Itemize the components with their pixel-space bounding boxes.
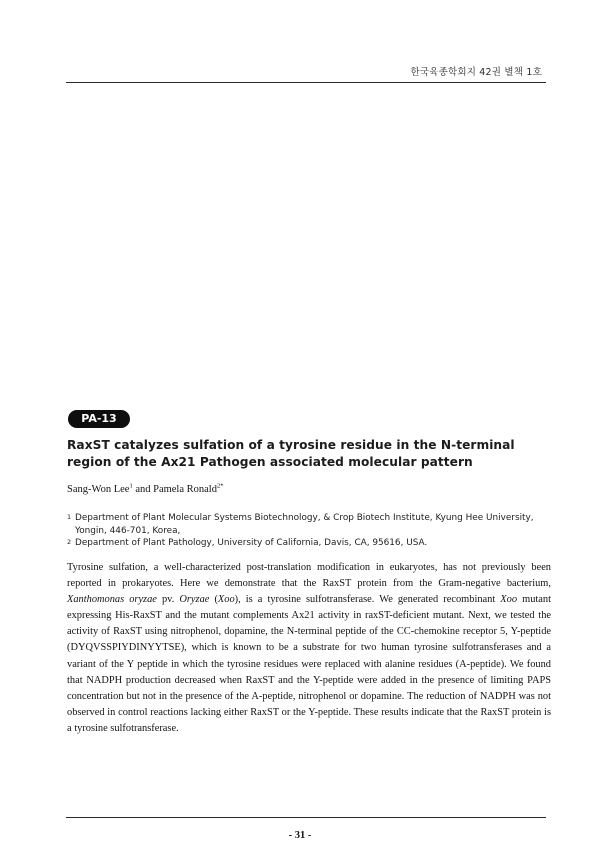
abstract-text: ( — [214, 594, 218, 606]
species-name: Oryzae — [179, 594, 210, 606]
top-rule — [66, 82, 546, 83]
species-name: Xoo — [217, 594, 235, 606]
abstract-text: mutant expressing His-RaxST and the mutant complements Ax21 activity in raxST-deficient mutant. Next, we tested the activity of RaxST using nitrophenol, dopamine, the N-terminal peptide of the CC-chemokine receptor 5, Y-peptide (DYQVSSPIYDINYYTSE), which is known to be a substrate for two human tyrosine sulfotransferases and a variant of the Y peptide in which the tyrosine residues were replaced with alanine residues (A-peptide). We found that NADPH production decreased when RaxST and the Y-peptide were added in the presence of limiting PAPS concentration but not in the presence of the A-peptide, nitrophenol or dopamine. The reduction of NADPH was not observed in control reactions lacking either RaxST or the Y-peptide. These results indicate that the RaxST protein is a tyrosine sulfotransferase. — [67, 594, 551, 734]
abstract-text: ), is a tyrosine sulfotransferase. We generated recombinant — [234, 594, 496, 606]
author-line — [67, 484, 223, 495]
affiliation-text: Department of Plant Pathology, University of California, Davis, CA, 95616, USA. — [75, 538, 428, 548]
species-name: Xanthomonas oryzae — [67, 594, 157, 606]
author-conjunction: and — [135, 484, 151, 495]
abstract-body — [67, 560, 551, 737]
affiliation-marker: 2* — [216, 482, 224, 490]
affiliation-item: 2 Department of Plant Pathology, University of California, Davis, CA, 95616, USA. — [67, 538, 428, 548]
affiliation-text: Department of Plant Molecular Systems Biotechnology, & Crop Biotech Institute, Kyung Hee University, Yongin, 446-701, Korea, — [75, 513, 534, 536]
abstract-text: pv. — [161, 594, 175, 606]
author-name: Pamela Ronald — [153, 484, 217, 495]
bottom-rule — [66, 817, 546, 818]
page-number: - 31 - — [288, 830, 312, 841]
author-name: Sang-Won Lee — [67, 484, 130, 495]
species-name: Xoo — [500, 594, 518, 606]
abstract-text: Tyrosine sulfation, a well-characterized post-translation modification in eukaryotes, has not previously been reported in prokaryotes. Here we demonstrate that the RaxST protein from the Gram-negative bacterium, — [67, 562, 551, 590]
affiliation-marker: 1 — [129, 482, 133, 490]
paper-title: RaxST catalyzes sulfation of a tyrosine residue in the N-terminal region of the Ax21 Pathogen associated molecular pattern — [67, 438, 515, 469]
affiliations — [67, 512, 552, 550]
abstract-id-badge: PA-13 — [68, 410, 130, 428]
journal-header: 한국육종학회지 42권 별책 1호 — [410, 67, 542, 78]
affiliation-item: 1 Department of Plant Molecular Systems Biotechnology, & Crop Biotech Institute, Kyung Hee University, Yongin, 446-701, Korea, — [67, 513, 534, 536]
